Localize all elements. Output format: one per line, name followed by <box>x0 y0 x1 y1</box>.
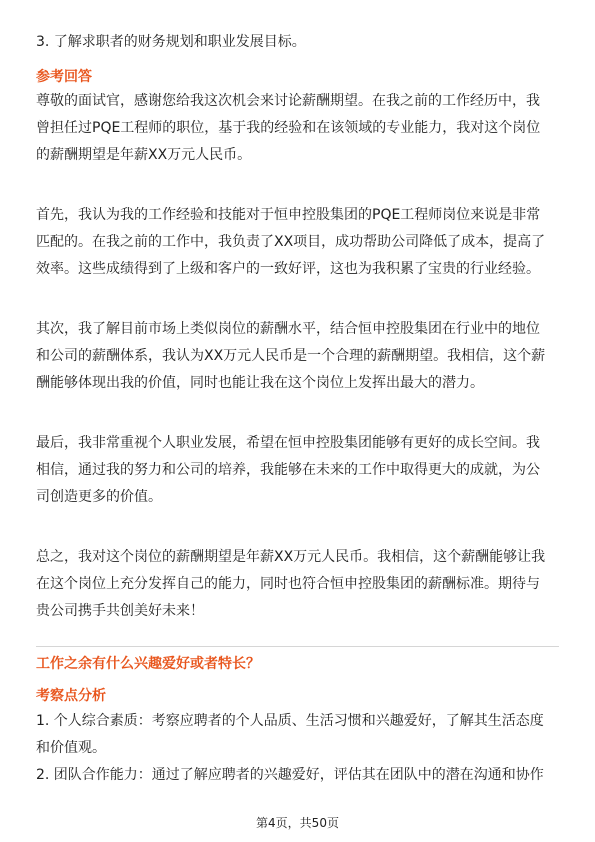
section-divider <box>36 646 559 647</box>
analysis-line-3: 2. 团队合作能力：通过了解应聘者的兴趣爱好，评估其在团队中的潜在沟通和协作 <box>36 767 544 783</box>
criteria-item-3: 3. 了解求职者的财务规划和职业发展目标。 <box>36 34 306 50</box>
answer-paragraph-3-line-3: 酬能够体现出我的价值，同时也能让我在这个岗位上发挥出最大的潜力。 <box>36 375 484 391</box>
answer-paragraph-4-line-2: 相信，通过我的努力和公司的培养，我能够在未来的工作中取得更大的成就，为公 <box>36 462 540 478</box>
answer-paragraph-1-line-1: 尊敬的面试官，感谢您给我这次机会来讨论薪酬期望。在我之前的工作经历中，我 <box>36 93 540 109</box>
reference-answer-heading: 参考回答 <box>36 69 92 85</box>
answer-paragraph-5-line-3: 贵公司携手共创美好未来！ <box>36 603 204 619</box>
page-number: 第4页，共50页 <box>256 816 339 830</box>
analysis-line-1: 1. 个人综合素质：考察应聘者的个人品质、生活习惯和兴趣爱好，了解其生活态度 <box>36 713 544 729</box>
answer-paragraph-1-line-3: 的薪酬期望是年薪XX万元人民币。 <box>36 147 252 163</box>
answer-paragraph-2-line-3: 效率。这些成绩得到了上级和客户的一致好评，这也为我积累了宝贵的行业经验。 <box>36 261 540 277</box>
answer-paragraph-1-line-2: 曾担任过PQE工程师的职位，基于我的经验和在该领域的专业能力，我对这个岗位 <box>36 120 541 136</box>
answer-paragraph-2-line-1: 首先，我认为我的工作经验和技能对于恒申控股集团的PQE工程师岗位来说是非常 <box>36 207 541 223</box>
answer-paragraph-4-line-3: 司创造更多的价值。 <box>36 489 162 505</box>
question-title: 工作之余有什么兴趣爱好或者特长？ <box>36 656 260 672</box>
answer-paragraph-3-line-1: 其次，我了解目前市场上类似岗位的薪酬水平，结合恒申控股集团在行业中的地位 <box>36 321 540 337</box>
answer-paragraph-5-line-1: 总之，我对这个岗位的薪酬期望是年薪XX万元人民币。我相信，这个薪酬能够让我 <box>36 549 546 565</box>
answer-paragraph-4-line-1: 最后，我非常重视个人职业发展，希望在恒申控股集团能够有更好的成长空间。我 <box>36 435 540 451</box>
answer-paragraph-5-line-2: 在这个岗位上充分发挥自己的能力，同时也符合恒申控股集团的薪酬标准。期待与 <box>36 576 540 592</box>
answer-paragraph-3-line-2: 和公司的薪酬体系，我认为XX万元人民币是一个合理的薪酬期望。我相信，这个薪 <box>36 348 546 364</box>
analysis-heading: 考察点分析 <box>36 688 106 704</box>
analysis-line-2: 和价值观。 <box>36 740 106 756</box>
answer-paragraph-2-line-2: 匹配的。在我之前的工作中，我负责了XX项目，成功帮助公司降低了成本，提高了 <box>36 234 546 250</box>
